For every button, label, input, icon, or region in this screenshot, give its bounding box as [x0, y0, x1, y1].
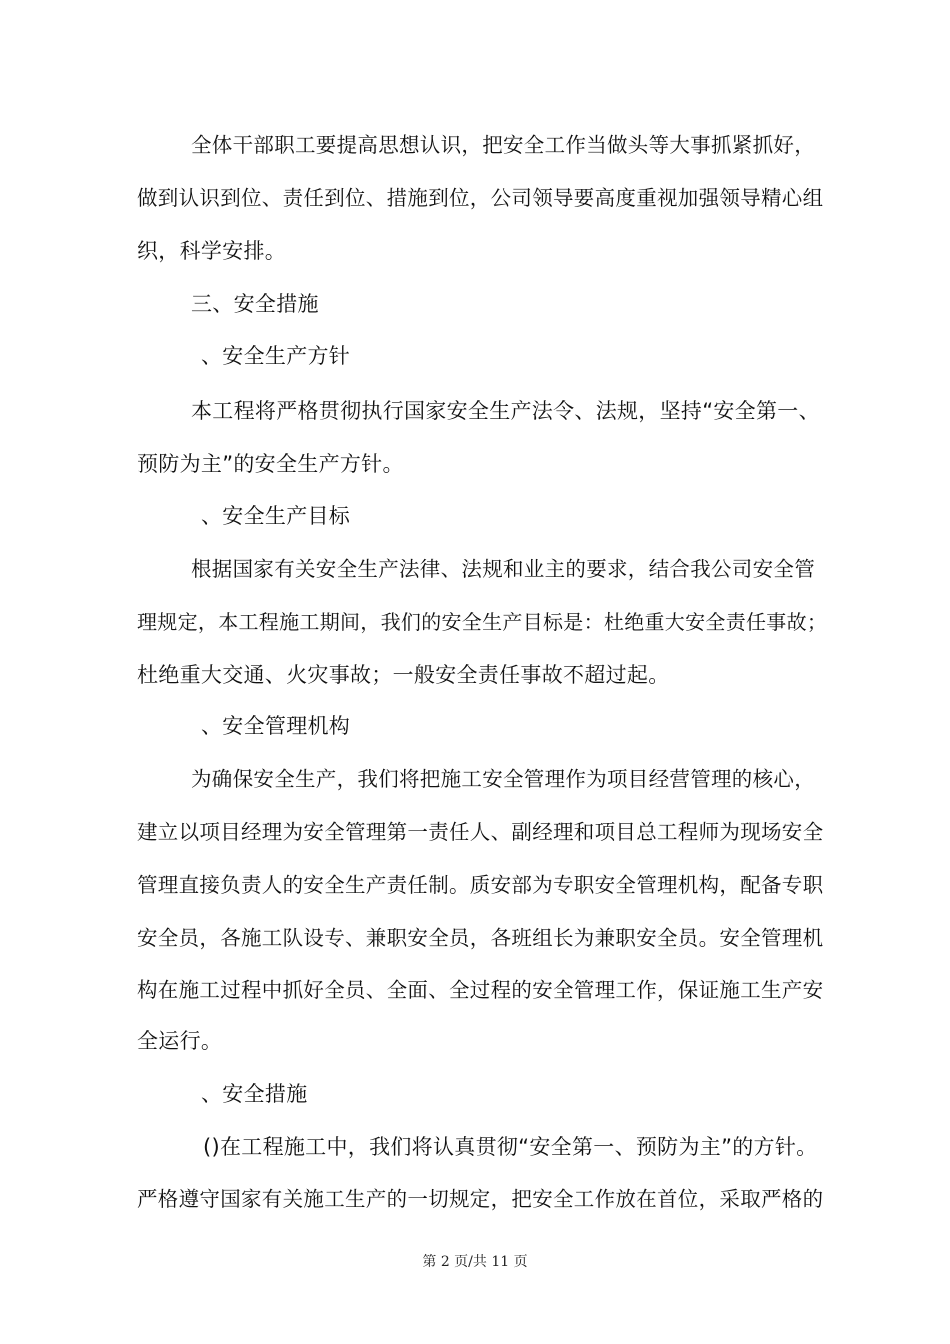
- text-line: 全运行。: [137, 1029, 223, 1053]
- subsection-heading: 、安全生产目标: [201, 504, 351, 528]
- text-line: 为确保安全生产，我们将把施工安全管理作为项目经营管理的核心，: [191, 767, 815, 791]
- text-line: 全体干部职工要提高思想认识，把安全工作当做头等大事抓紧抓好，: [191, 133, 815, 157]
- text-line: 做到认识到位、责任到位、措施到位，公司领导要高度重视加强领导精心组: [137, 186, 824, 210]
- text-line: 杜绝重大交通、火灾事故；一般安全责任事故不超过起。: [137, 663, 670, 687]
- subsection-heading: 、安全管理机构: [201, 714, 351, 738]
- text-line: 织，科学安排。: [137, 239, 287, 263]
- subsection-heading: 、安全生产方针: [201, 344, 351, 368]
- subsection-heading: 、安全措施: [201, 1082, 308, 1106]
- text-line: 理规定，本工程施工期间，我们的安全生产目标是：杜绝重大安全责任事故；: [137, 610, 828, 634]
- text-line: 预防为主”的安全生产方针。: [137, 452, 404, 476]
- text-line: ()在工程施工中，我们将认真贯彻“安全第一、预防为主”的方针。: [203, 1135, 818, 1159]
- text-line: 本工程将严格贯彻执行国家安全生产法令、法规，坚持“安全第一、: [191, 399, 820, 423]
- section-heading: 三、安全措施: [191, 292, 319, 316]
- text-line: 严格遵守国家有关施工生产的一切规定，把安全工作放在首位，采取严格的: [137, 1187, 824, 1211]
- text-line: 根据国家有关安全生产法律、法规和业主的要求，结合我公司安全管: [191, 557, 815, 581]
- page-footer: 第 2 页/共 11 页: [422, 1254, 528, 1270]
- text-line: 管理直接负责人的安全生产责任制。质安部为专职安全管理机构，配备专职: [137, 873, 824, 897]
- text-line: 建立以项目经理为安全管理第一责任人、副经理和项目总工程师为现场安全: [137, 820, 824, 844]
- text-line: 安全员，各施工队设专、兼职安全员，各班组长为兼职安全员。安全管理机: [137, 926, 824, 950]
- text-line: 构在施工过程中抓好全员、全面、全过程的安全管理工作，保证施工生产安: [137, 978, 824, 1002]
